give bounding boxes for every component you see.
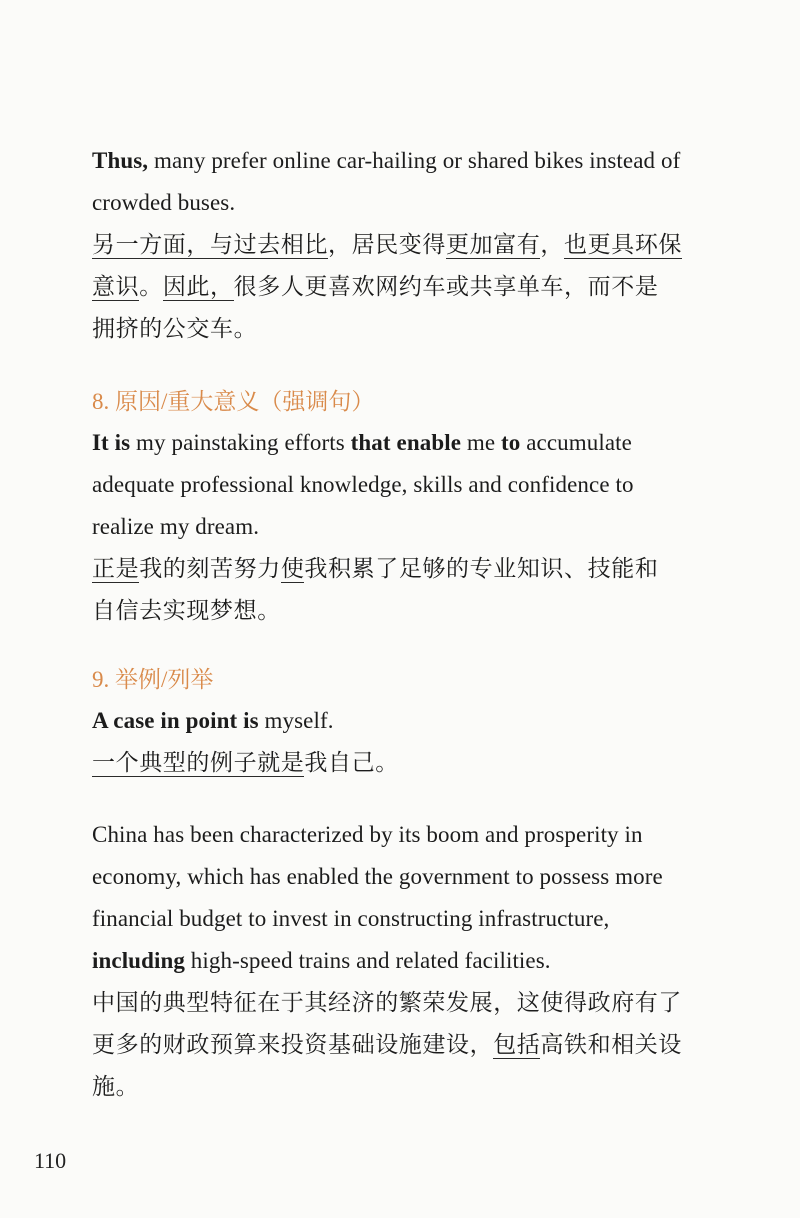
- sentence-text: 中国的典型特征在于其经济的繁荣发展，这使得政府有了更多的财政预算来投资基础设施建设，: [92, 990, 682, 1057]
- underlined-phrase: 与过去相比: [210, 232, 328, 257]
- keyword: that enable: [350, 430, 462, 455]
- underlined-phrase: 另一方面，: [92, 232, 210, 257]
- underlined-phrase: 正是: [92, 556, 140, 581]
- example-paragraph-chinese: [92, 982, 682, 1108]
- sentence-text: my painstaking efforts: [130, 430, 351, 455]
- sentence-text: accumulate adequate professional knowledge, skills and confidence to realize my dream.: [92, 430, 634, 539]
- example-sentence-english: [92, 140, 682, 224]
- underlined-phrase: 因此，: [162, 274, 234, 299]
- section-heading-9: 9. 举例/列举: [92, 667, 214, 692]
- underlined-phrase: 使: [280, 556, 305, 581]
- keyword: A case in point is: [92, 708, 259, 733]
- keyword: including: [92, 948, 185, 973]
- underlined-phrase: 更加富有: [446, 232, 541, 257]
- keyword: to: [501, 430, 521, 455]
- example-sentence-chinese: [92, 224, 682, 350]
- sentence-text: high-speed trains and related facilities.: [184, 948, 551, 973]
- sentence-text: 很多人更喜欢网约车或共享单车，而不是拥挤的公交车。: [92, 274, 659, 341]
- sentence-text: ，居民变得: [328, 232, 446, 257]
- sentence-text: 。: [139, 274, 163, 299]
- keyword: Thus,: [92, 148, 149, 173]
- sentence-text: 我的刻苦努力: [139, 556, 281, 581]
- keyword: It is: [92, 430, 131, 455]
- sentence-text: China has been characterized by its boom and prosperity in economy, which has enabled the government to possess more financial budget to invest in constructing infrastructure,: [92, 822, 663, 931]
- underlined-phrase: 也更具环保意识: [92, 232, 683, 299]
- example-sentence-english: [92, 422, 682, 548]
- sentence-text: ，: [540, 232, 565, 257]
- example-sentence-chinese: [92, 548, 682, 632]
- sentence-text: 我自己。: [304, 750, 399, 775]
- underlined-phrase: 一个典型的例子就是: [92, 750, 305, 775]
- underlined-phrase: 包括: [493, 1032, 541, 1057]
- page-body: [92, 140, 682, 1108]
- example-paragraph-english: [92, 814, 682, 982]
- sentence-text: me: [461, 430, 502, 455]
- section-heading-8: 8. 原因/重大意义（强调句）: [92, 389, 375, 414]
- sentence-text: 高铁和相关设施。: [92, 1032, 683, 1099]
- sentence-text: 我积累了足够的专业知识、技能和自信去实现梦想。: [92, 556, 659, 623]
- example-sentence-chinese: [92, 742, 682, 784]
- sentence-text: myself.: [258, 708, 334, 733]
- sentence-text: many prefer online car-hailing or shared bikes instead of crowded buses.: [92, 148, 681, 215]
- example-sentence-english: [92, 700, 682, 742]
- page-number: 110: [34, 1148, 67, 1173]
